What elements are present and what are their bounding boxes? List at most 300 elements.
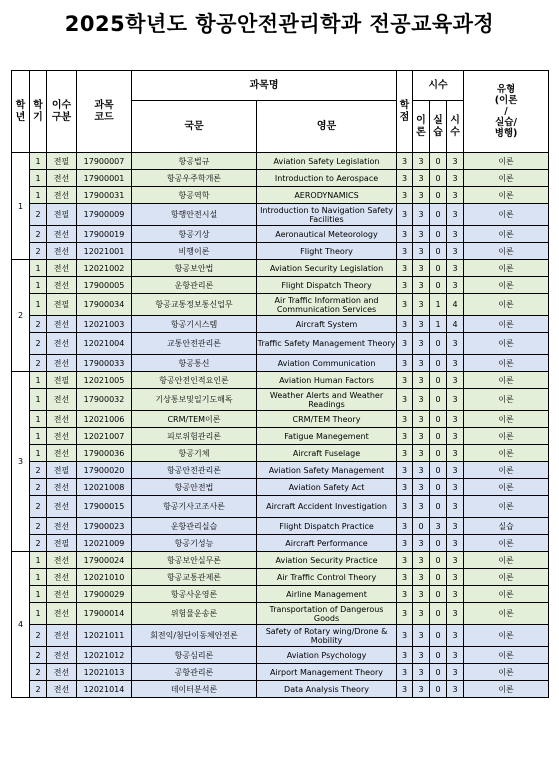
practice-hours-cell: 0	[430, 681, 447, 698]
table-row	[12, 316, 549, 333]
course-code-cell: 17900015	[77, 496, 132, 518]
korean-name-cell: 항공기성능	[132, 535, 257, 552]
semester-cell: 1	[30, 153, 47, 170]
course-type-cell: 이론	[464, 243, 549, 260]
total-hours-cell: 3	[447, 586, 464, 603]
course-type-cell: 이론	[464, 496, 549, 518]
total-hours-cell: 3	[447, 411, 464, 428]
practice-hours-cell: 0	[430, 664, 447, 681]
course-type-cell: 이론	[464, 681, 549, 698]
year-cell: 1	[12, 153, 30, 260]
semester-cell: 2	[30, 518, 47, 535]
total-hours-cell: 4	[447, 294, 464, 316]
english-name-cell: CRM/TEM Theory	[257, 411, 397, 428]
category-cell: 전선	[47, 445, 77, 462]
course-type-cell: 이론	[464, 479, 549, 496]
course-type-cell: 이론	[464, 428, 549, 445]
theory-hours-cell: 3	[413, 333, 430, 355]
course-type-cell: 이론	[464, 226, 549, 243]
credit-cell: 3	[397, 535, 413, 552]
table-row	[12, 355, 549, 372]
english-name-cell: Introduction to Navigation Safety Facilities	[257, 204, 397, 226]
semester-cell: 1	[30, 552, 47, 569]
english-name-cell: Safety of Rotary wing/Drone & Mobility	[257, 625, 397, 647]
practice-hours-cell: 1	[430, 294, 447, 316]
english-name-cell: Aviation Safety Act	[257, 479, 397, 496]
theory-hours-cell: 3	[413, 153, 430, 170]
table-row	[12, 333, 549, 355]
credit-cell: 3	[397, 411, 413, 428]
category-cell: 전선	[47, 552, 77, 569]
course-code-cell: 17900024	[77, 552, 132, 569]
table-row	[12, 153, 549, 170]
header-semester: 학 기	[30, 71, 47, 153]
total-hours-cell: 3	[447, 260, 464, 277]
header-category: 이수 구분	[47, 71, 77, 153]
semester-cell: 1	[30, 428, 47, 445]
course-code-cell: 12021002	[77, 260, 132, 277]
english-name-cell: Flight Dispatch Practice	[257, 518, 397, 535]
practice-hours-cell: 0	[430, 552, 447, 569]
total-hours-cell: 3	[447, 479, 464, 496]
table-row	[12, 445, 549, 462]
korean-name-cell: 운항관리론	[132, 277, 257, 294]
semester-cell: 2	[30, 647, 47, 664]
theory-hours-cell: 3	[413, 411, 430, 428]
category-cell: 전선	[47, 586, 77, 603]
header-course-name: 과목명	[132, 71, 397, 101]
total-hours-cell: 3	[447, 569, 464, 586]
practice-hours-cell: 0	[430, 535, 447, 552]
semester-cell: 2	[30, 462, 47, 479]
english-name-cell: Airline Management	[257, 586, 397, 603]
course-type-cell: 이론	[464, 187, 549, 204]
total-hours-cell: 3	[447, 496, 464, 518]
category-cell: 전선	[47, 316, 77, 333]
semester-cell: 2	[30, 625, 47, 647]
english-name-cell: Aviation Security Practice	[257, 552, 397, 569]
total-hours-cell: 3	[447, 552, 464, 569]
semester-cell: 1	[30, 294, 47, 316]
practice-hours-cell: 0	[430, 445, 447, 462]
theory-hours-cell: 3	[413, 294, 430, 316]
korean-name-cell: 비행이론	[132, 243, 257, 260]
table-row	[12, 518, 549, 535]
course-code-cell: 12021007	[77, 428, 132, 445]
practice-hours-cell: 0	[430, 260, 447, 277]
theory-hours-cell: 3	[413, 187, 430, 204]
korean-name-cell: 항공사운영론	[132, 586, 257, 603]
korean-name-cell: 항공기사고조사론	[132, 496, 257, 518]
course-code-cell: 17900032	[77, 389, 132, 411]
credit-cell: 3	[397, 355, 413, 372]
semester-cell: 1	[30, 170, 47, 187]
english-name-cell: Flight Dispatch Theory	[257, 277, 397, 294]
credit-cell: 3	[397, 389, 413, 411]
category-cell: 전선	[47, 625, 77, 647]
category-cell: 전선	[47, 170, 77, 187]
table-row	[12, 260, 549, 277]
course-code-cell: 17900033	[77, 355, 132, 372]
korean-name-cell: 항공보안실무론	[132, 552, 257, 569]
theory-hours-cell: 3	[413, 552, 430, 569]
theory-hours-cell: 3	[413, 389, 430, 411]
practice-hours-cell: 0	[430, 586, 447, 603]
practice-hours-cell: 0	[430, 226, 447, 243]
semester-cell: 1	[30, 445, 47, 462]
theory-hours-cell: 3	[413, 204, 430, 226]
category-cell: 전선	[47, 518, 77, 535]
course-code-cell: 12021005	[77, 372, 132, 389]
course-code-cell: 17900001	[77, 170, 132, 187]
course-code-cell: 12021010	[77, 569, 132, 586]
course-code-cell: 17900031	[77, 187, 132, 204]
header-english: 영문	[257, 101, 397, 153]
korean-name-cell: 항공역학	[132, 187, 257, 204]
total-hours-cell: 3	[447, 277, 464, 294]
total-hours-cell: 3	[447, 647, 464, 664]
semester-cell: 2	[30, 316, 47, 333]
category-cell: 전선	[47, 260, 77, 277]
korean-name-cell: 교통안전관리론	[132, 333, 257, 355]
course-type-cell: 이론	[464, 333, 549, 355]
category-cell: 전필	[47, 294, 77, 316]
course-type-cell: 이론	[464, 535, 549, 552]
header-hours: 시수	[413, 71, 464, 101]
semester-cell: 1	[30, 372, 47, 389]
practice-hours-cell: 0	[430, 428, 447, 445]
credit-cell: 3	[397, 260, 413, 277]
credit-cell: 3	[397, 625, 413, 647]
credit-cell: 3	[397, 428, 413, 445]
semester-cell: 1	[30, 187, 47, 204]
credit-cell: 3	[397, 333, 413, 355]
course-type-cell: 이론	[464, 569, 549, 586]
year-cell: 4	[12, 552, 30, 698]
category-cell: 전선	[47, 664, 77, 681]
category-cell: 전선	[47, 389, 77, 411]
course-code-cell: 12021011	[77, 625, 132, 647]
course-code-cell: 17900029	[77, 586, 132, 603]
credit-cell: 3	[397, 603, 413, 625]
english-name-cell: Air Traffic Information and Communication Services	[257, 294, 397, 316]
english-name-cell: Traffic Safety Management Theory	[257, 333, 397, 355]
english-name-cell: Data Analysis Theory	[257, 681, 397, 698]
course-code-cell: 12021012	[77, 647, 132, 664]
total-hours-cell: 3	[447, 681, 464, 698]
korean-name-cell: 데이터분석론	[132, 681, 257, 698]
course-type-cell: 이론	[464, 586, 549, 603]
table-row	[12, 664, 549, 681]
table-row	[12, 204, 549, 226]
course-type-cell: 이론	[464, 664, 549, 681]
theory-hours-cell: 3	[413, 479, 430, 496]
course-type-cell: 실습	[464, 518, 549, 535]
table-row	[12, 681, 549, 698]
total-hours-cell: 3	[447, 355, 464, 372]
course-code-cell: 12021001	[77, 243, 132, 260]
korean-name-cell: 항공안전관리론	[132, 462, 257, 479]
total-hours-cell: 3	[447, 243, 464, 260]
credit-cell: 3	[397, 681, 413, 698]
english-name-cell: Aircraft Fuselage	[257, 445, 397, 462]
credit-cell: 3	[397, 445, 413, 462]
theory-hours-cell: 3	[413, 603, 430, 625]
category-cell: 전선	[47, 428, 77, 445]
korean-name-cell: 공항관리론	[132, 664, 257, 681]
table-row	[12, 535, 549, 552]
category-cell: 전필	[47, 204, 77, 226]
table-row	[12, 647, 549, 664]
english-name-cell: Airport Management Theory	[257, 664, 397, 681]
credit-cell: 3	[397, 496, 413, 518]
semester-cell: 2	[30, 664, 47, 681]
practice-hours-cell: 0	[430, 170, 447, 187]
total-hours-cell: 3	[447, 153, 464, 170]
english-name-cell: Air Traffic Control Theory	[257, 569, 397, 586]
course-code-cell: 17900034	[77, 294, 132, 316]
course-type-cell: 이론	[464, 372, 549, 389]
table-row	[12, 603, 549, 625]
total-hours-cell: 3	[447, 535, 464, 552]
korean-name-cell: CRM/TEM이론	[132, 411, 257, 428]
practice-hours-cell: 0	[430, 243, 447, 260]
header-year: 학 년	[12, 71, 30, 153]
header-korean: 국문	[132, 101, 257, 153]
practice-hours-cell: 0	[430, 496, 447, 518]
category-cell: 전선	[47, 243, 77, 260]
korean-name-cell: 기상통보및일기도해독	[132, 389, 257, 411]
credit-cell: 3	[397, 462, 413, 479]
credit-cell: 3	[397, 586, 413, 603]
practice-hours-cell: 0	[430, 647, 447, 664]
course-type-cell: 이론	[464, 625, 549, 647]
practice-hours-cell: 1	[430, 316, 447, 333]
english-name-cell: Aircraft Performance	[257, 535, 397, 552]
total-hours-cell: 3	[447, 625, 464, 647]
korean-name-cell: 항공심리론	[132, 647, 257, 664]
practice-hours-cell: 0	[430, 204, 447, 226]
theory-hours-cell: 3	[413, 681, 430, 698]
korean-name-cell: 항공기상	[132, 226, 257, 243]
total-hours-cell: 3	[447, 389, 464, 411]
course-type-cell: 이론	[464, 204, 549, 226]
theory-hours-cell: 3	[413, 462, 430, 479]
korean-name-cell: 항행안전시설	[132, 204, 257, 226]
total-hours-cell: 3	[447, 170, 464, 187]
english-name-cell: Aviation Communication	[257, 355, 397, 372]
total-hours-cell: 3	[447, 333, 464, 355]
total-hours-cell: 4	[447, 316, 464, 333]
korean-name-cell: 항공통신	[132, 355, 257, 372]
korean-name-cell: 항공보안법	[132, 260, 257, 277]
credit-cell: 3	[397, 153, 413, 170]
credit-cell: 3	[397, 552, 413, 569]
practice-hours-cell: 0	[430, 625, 447, 647]
english-name-cell: Aviation Psychology	[257, 647, 397, 664]
credit-cell: 3	[397, 479, 413, 496]
english-name-cell: Flight Theory	[257, 243, 397, 260]
course-rows	[12, 153, 549, 698]
year-cell: 2	[12, 260, 30, 372]
page-title: 2025학년도 항공안전관리학과 전공교육과정	[64, 12, 495, 36]
semester-cell: 1	[30, 586, 47, 603]
course-code-cell: 17900007	[77, 153, 132, 170]
practice-hours-cell: 0	[430, 603, 447, 625]
english-name-cell: Aviation Safety Legislation	[257, 153, 397, 170]
korean-name-cell: 항공기체	[132, 445, 257, 462]
course-type-cell: 이론	[464, 411, 549, 428]
course-code-cell: 12021013	[77, 664, 132, 681]
header-hours-total: 시 수	[447, 101, 464, 153]
english-name-cell: Introduction to Aerospace	[257, 170, 397, 187]
category-cell: 전선	[47, 681, 77, 698]
course-type-cell: 이론	[464, 355, 549, 372]
semester-cell: 1	[30, 277, 47, 294]
english-name-cell: Aviation Safety Management	[257, 462, 397, 479]
course-type-cell: 이론	[464, 389, 549, 411]
practice-hours-cell: 0	[430, 411, 447, 428]
english-name-cell: AERODYNAMICS	[257, 187, 397, 204]
semester-cell: 2	[30, 355, 47, 372]
credit-cell: 3	[397, 316, 413, 333]
practice-hours-cell: 0	[430, 277, 447, 294]
header-type: 유형 (이론 / 실습/ 병행)	[464, 71, 549, 153]
table-row	[12, 170, 549, 187]
semester-cell: 1	[30, 389, 47, 411]
theory-hours-cell: 3	[413, 355, 430, 372]
category-cell: 전선	[47, 355, 77, 372]
credit-cell: 3	[397, 277, 413, 294]
total-hours-cell: 3	[447, 664, 464, 681]
english-name-cell: Weather Alerts and Weather Readings	[257, 389, 397, 411]
credit-cell: 3	[397, 187, 413, 204]
practice-hours-cell: 3	[430, 518, 447, 535]
total-hours-cell: 3	[447, 226, 464, 243]
category-cell: 전선	[47, 411, 77, 428]
korean-name-cell: 회전익/첨단이동체안전론	[132, 625, 257, 647]
credit-cell: 3	[397, 204, 413, 226]
theory-hours-cell: 0	[413, 518, 430, 535]
korean-name-cell: 항공교통관제론	[132, 569, 257, 586]
english-name-cell: Aviation Human Factors	[257, 372, 397, 389]
total-hours-cell: 3	[447, 462, 464, 479]
category-cell: 전선	[47, 479, 77, 496]
table-row	[12, 428, 549, 445]
category-cell: 전선	[47, 187, 77, 204]
course-type-cell: 이론	[464, 316, 549, 333]
semester-cell: 2	[30, 479, 47, 496]
korean-name-cell: 항공기시스템	[132, 316, 257, 333]
course-type-cell: 이론	[464, 552, 549, 569]
category-cell: 전선	[47, 569, 77, 586]
course-code-cell: 17900005	[77, 277, 132, 294]
semester-cell: 1	[30, 603, 47, 625]
table-row	[12, 586, 549, 603]
semester-cell: 1	[30, 569, 47, 586]
course-code-cell: 12021008	[77, 479, 132, 496]
course-type-cell: 이론	[464, 277, 549, 294]
table-row	[12, 569, 549, 586]
korean-name-cell: 항공안전인적요인론	[132, 372, 257, 389]
korean-name-cell: 운항관리실습	[132, 518, 257, 535]
table-row	[12, 372, 549, 389]
theory-hours-cell: 3	[413, 316, 430, 333]
course-code-cell: 12021004	[77, 333, 132, 355]
header-credit: 학 점	[397, 71, 413, 153]
korean-name-cell: 항공교통정보통신업무	[132, 294, 257, 316]
english-name-cell: Aircraft System	[257, 316, 397, 333]
theory-hours-cell: 3	[413, 445, 430, 462]
table-row	[12, 226, 549, 243]
practice-hours-cell: 0	[430, 355, 447, 372]
theory-hours-cell: 3	[413, 647, 430, 664]
course-code-cell: 12021014	[77, 681, 132, 698]
credit-cell: 3	[397, 518, 413, 535]
table-row	[12, 411, 549, 428]
header-theory: 이 론	[413, 101, 430, 153]
semester-cell: 2	[30, 243, 47, 260]
course-type-cell: 이론	[464, 153, 549, 170]
credit-cell: 3	[397, 243, 413, 260]
category-cell: 전선	[47, 277, 77, 294]
theory-hours-cell: 3	[413, 243, 430, 260]
course-type-cell: 이론	[464, 260, 549, 277]
course-code-cell: 12021009	[77, 535, 132, 552]
table-row	[12, 243, 549, 260]
total-hours-cell: 3	[447, 187, 464, 204]
semester-cell: 1	[30, 260, 47, 277]
total-hours-cell: 3	[447, 428, 464, 445]
total-hours-cell: 3	[447, 603, 464, 625]
course-code-cell: 17900036	[77, 445, 132, 462]
semester-cell: 2	[30, 204, 47, 226]
table-row	[12, 277, 549, 294]
theory-hours-cell: 3	[413, 372, 430, 389]
practice-hours-cell: 0	[430, 187, 447, 204]
practice-hours-cell: 0	[430, 569, 447, 586]
credit-cell: 3	[397, 569, 413, 586]
total-hours-cell: 3	[447, 372, 464, 389]
total-hours-cell: 3	[447, 445, 464, 462]
theory-hours-cell: 3	[413, 569, 430, 586]
theory-hours-cell: 3	[413, 535, 430, 552]
english-name-cell: Aviation Security Legislation	[257, 260, 397, 277]
category-cell: 전선	[47, 226, 77, 243]
practice-hours-cell: 0	[430, 479, 447, 496]
table-row	[12, 389, 549, 411]
english-name-cell: Transportation of Dangerous Goods	[257, 603, 397, 625]
course-code-cell: 17900019	[77, 226, 132, 243]
korean-name-cell: 피로위험관리론	[132, 428, 257, 445]
practice-hours-cell: 0	[430, 153, 447, 170]
english-name-cell: Aircraft Accident Investigation	[257, 496, 397, 518]
category-cell: 전선	[47, 603, 77, 625]
korean-name-cell: 위험물운송론	[132, 603, 257, 625]
theory-hours-cell: 3	[413, 496, 430, 518]
category-cell: 전필	[47, 462, 77, 479]
header-code: 과목 코드	[77, 71, 132, 153]
course-type-cell: 이론	[464, 647, 549, 664]
credit-cell: 3	[397, 647, 413, 664]
curriculum-table	[11, 70, 549, 698]
category-cell: 전필	[47, 372, 77, 389]
table-row	[12, 496, 549, 518]
semester-cell: 2	[30, 681, 47, 698]
category-cell: 전선	[47, 333, 77, 355]
semester-cell: 2	[30, 496, 47, 518]
theory-hours-cell: 3	[413, 226, 430, 243]
